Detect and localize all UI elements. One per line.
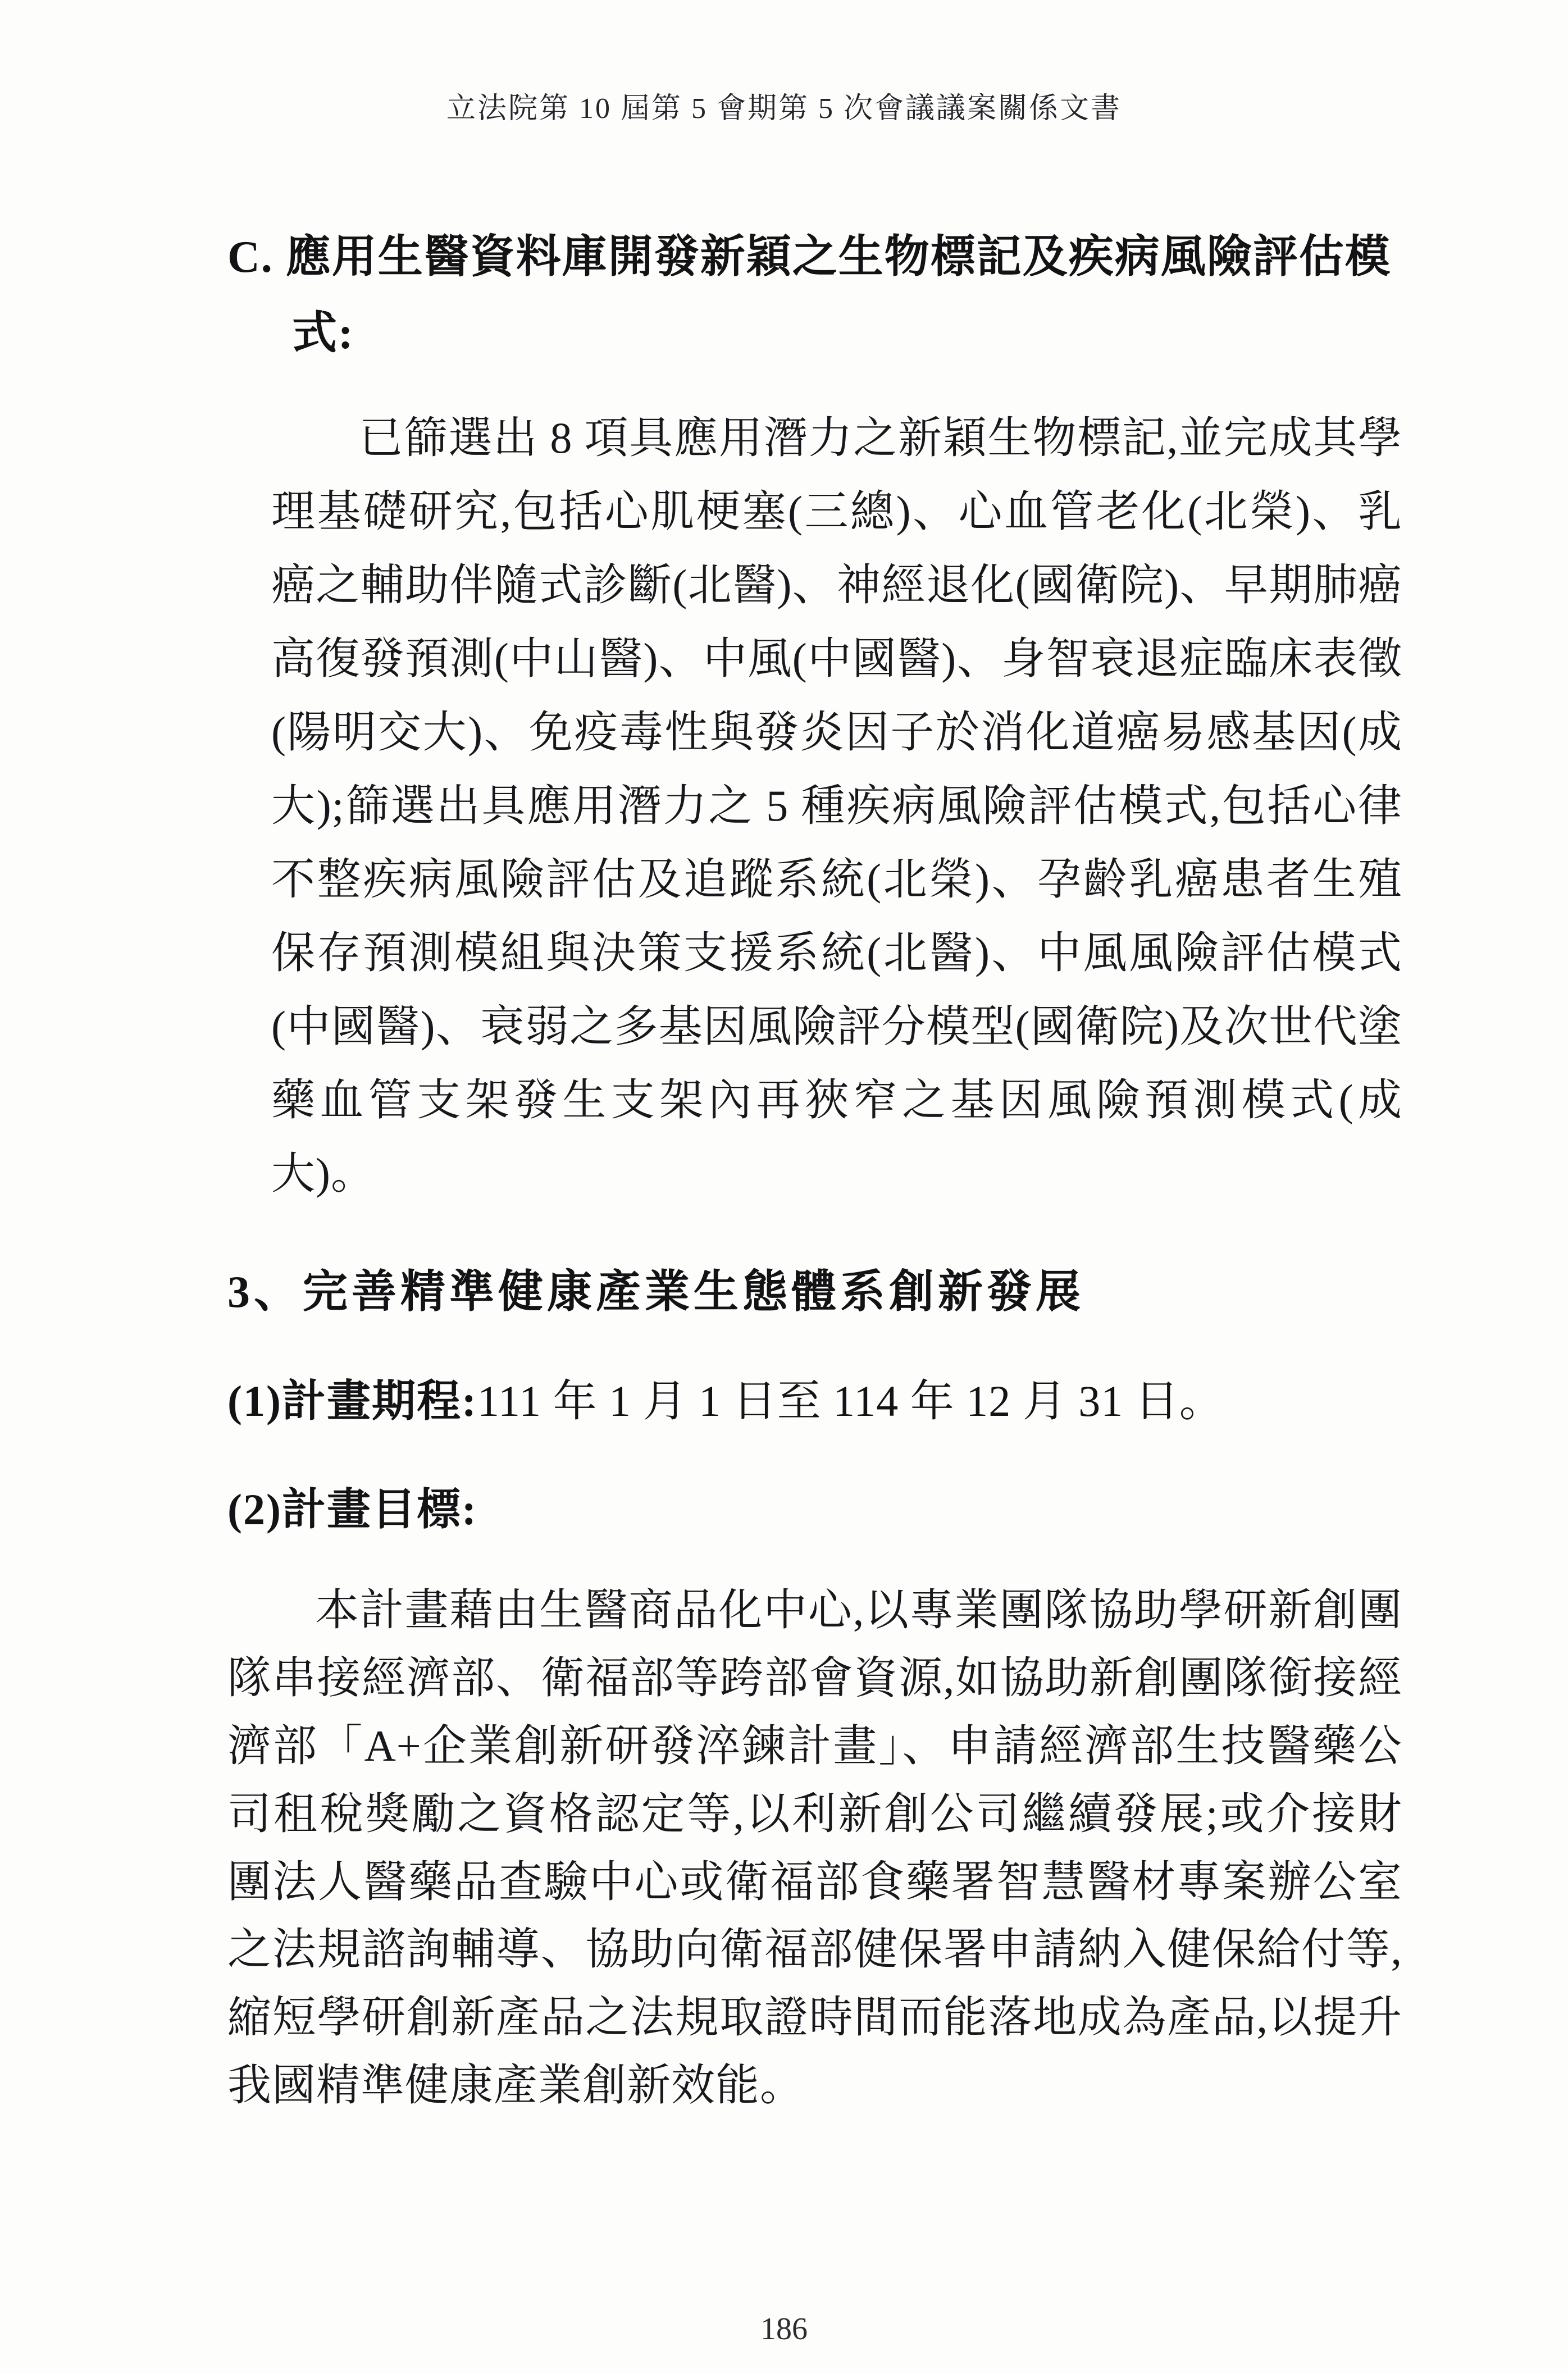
plan-goal-paragraph: 本計畫藉由生醫商品化中心,以專業團隊協助學研新創團隊串接經濟部、衛福部等跨部會資源,如協助新創團隊銜接經濟部「A+企業創新研發淬鍊計畫」、申請經濟部生技醫藥公司租稅獎勵之資格認定等,以利新創公司繼續發展;或介接財團法人醫藥品查驗中心或衛福部食藥署智慧醫材專案辦公室之法規諮詢輔導、協助向衛福部健保署申請納入健保給付等,縮短學研創新產品之法規取證時間而能落地成為產品,以提升我國精準健康產業創新效能。: [227, 1585, 1402, 2110]
plan-schedule-line: [227, 1366, 1402, 1437]
section-3-heading: 3、完善精準健康產業生態體系創新發展: [227, 1268, 1084, 1318]
plan-goal-label: (2)計畫目標:: [227, 1485, 477, 1534]
page-number: 186: [760, 2312, 808, 2346]
section-c-label: C.: [227, 233, 274, 282]
plan-schedule-dates: 111 年 1 月 1 日至 114 年 12 月 31 日。: [477, 1377, 1224, 1426]
section-c-body-paragraph: 已篩選出 8 項具應用潛力之新穎生物標記,並完成其學理基礎研究,包括心肌梗塞(三總)、心血管老化(北榮)、乳癌之輔助伴隨式診斷(北醫)、神經退化(國衛院)、早期肺癌高復發預測(中山醫)、中風(中國醫)、身智衰退症臨床表徵(陽明交大)、免疫毒性與發炎因子於消化道癌易感基因(成大);篩選出具應用潛力之 5 種疾病風險評估模式,包括心律不整疾病風險評估及追蹤系統(北榮)、孕齡乳癌患者生殖保存預測模組與決策支援系統(北醫)、中風風險評估模式(中國醫)、衰弱之多基因風險評分模型(國衛院)及次世代塗藥血管支架發生支架內再狹窄之基因風險預測模式(成大)。: [271, 413, 1402, 1199]
section-c-title: 應用生醫資料庫開發新穎之生物標記及疾病風險評估模式:: [285, 233, 1391, 358]
document-content: [227, 219, 1402, 2120]
section-c-heading: [227, 219, 1402, 372]
plan-goal-line: [227, 1475, 1402, 1545]
document-header: 立法院第 10 屆第 5 會期第 5 次會議議案關係文書: [446, 93, 1122, 125]
plan-schedule-label: (1)計畫期程:: [227, 1377, 477, 1426]
